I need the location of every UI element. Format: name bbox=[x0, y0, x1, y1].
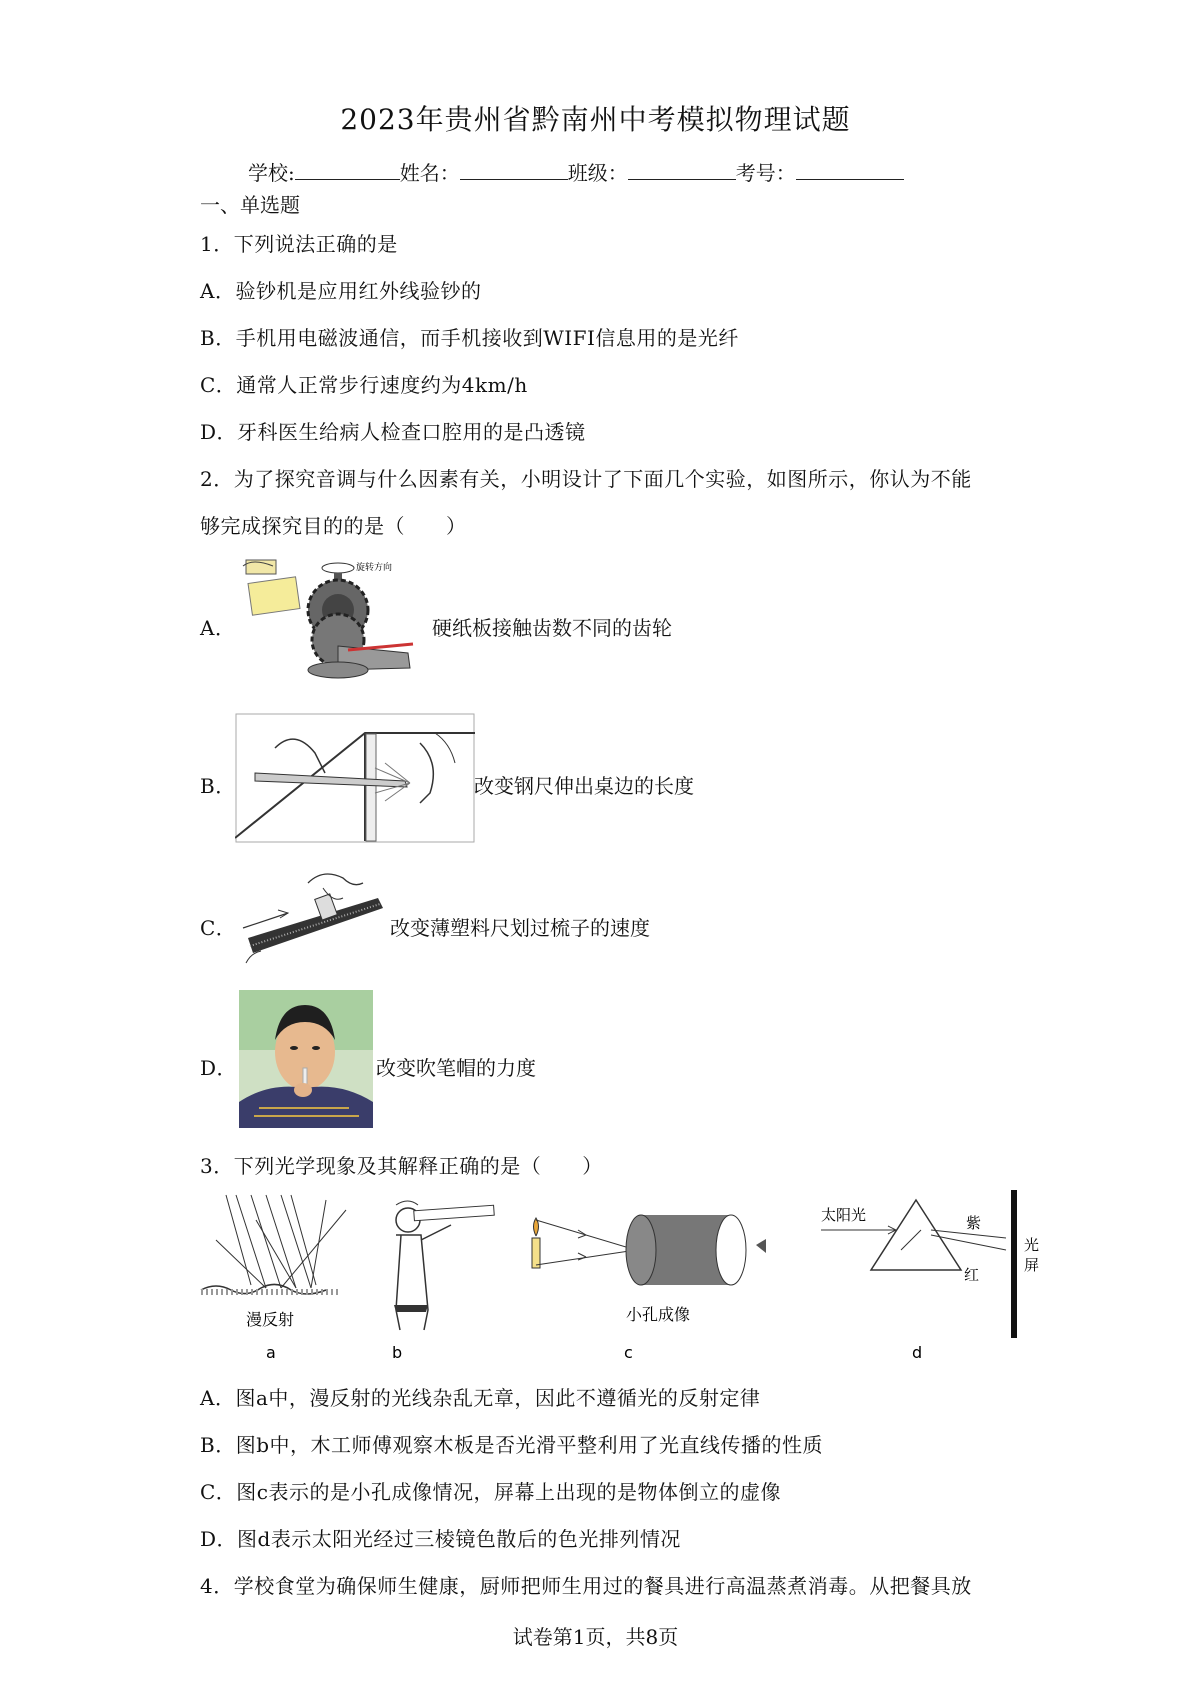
school-blank bbox=[295, 161, 400, 180]
q2-option-c-label: C． bbox=[200, 916, 237, 940]
q3-stem: 3．下列光学现象及其解释正确的是（ ） bbox=[200, 1154, 603, 1178]
figure-a-caption: 漫反射 bbox=[246, 1310, 295, 1329]
q1-option-d: D．牙科医生给病人检查口腔用的是凸透镜 bbox=[200, 420, 586, 444]
class-label: 班级： bbox=[567, 161, 628, 185]
q3-option-a: A．图a中，漫反射的光线杂乱无章，因此不遵循光的反射定律 bbox=[200, 1386, 761, 1410]
q2-option-c-text: 改变薄塑料尺划过梳子的速度 bbox=[390, 916, 650, 940]
q2-stem-line1: 2．为了探究音调与什么因素有关，小明设计了下面几个实验，如图所示，你认为不能 bbox=[200, 467, 972, 491]
page-footer: 试卷第1页，共8页 bbox=[512, 1625, 679, 1649]
q2-option-d-text: 改变吹笔帽的力度 bbox=[376, 1056, 536, 1080]
class-blank bbox=[628, 161, 736, 180]
figure-d-letter: d bbox=[912, 1343, 923, 1360]
name-blank bbox=[460, 161, 568, 180]
q3-option-b: B．图b中，木工师傅观察木板是否光滑平整利用了光直线传播的性质 bbox=[200, 1433, 823, 1457]
q3-optics-figure bbox=[196, 1190, 1076, 1360]
figure-d-sun-label: 太阳光 bbox=[821, 1206, 867, 1224]
figure-d-purple-label: 紫 bbox=[966, 1214, 982, 1232]
q2-option-a-label: A． bbox=[200, 616, 236, 640]
figure-d-screen-label-1: 光 bbox=[1024, 1236, 1040, 1254]
name-label: 姓名： bbox=[399, 161, 460, 185]
figure-d-red-label: 红 bbox=[964, 1266, 980, 1284]
number-blank bbox=[796, 161, 904, 180]
page-title: 2023年贵州省黔南州中考模拟物理试题 bbox=[340, 103, 851, 136]
q1-option-b: B．手机用电磁波通信，而手机接收到WIFI信息用的是光纤 bbox=[200, 326, 739, 350]
q3-option-c: C．图c表示的是小孔成像情况，屏幕上出现的是物体倒立的虚像 bbox=[200, 1480, 782, 1504]
q1-stem: 1．下列说法正确的是 bbox=[200, 232, 398, 256]
section-heading: 一、单选题 bbox=[200, 193, 300, 217]
q4-stem: 4．学校食堂为确保师生健康，厨师把师生用过的餐具进行高温蒸煮消毒。从把餐具放 bbox=[200, 1574, 972, 1598]
gear-figure bbox=[238, 558, 428, 688]
figure-a-diffuse-reflection bbox=[201, 1195, 346, 1360]
q2-option-b-text: 改变钢尺伸出桌边的长度 bbox=[474, 774, 694, 798]
figure-c-pinhole bbox=[532, 1215, 766, 1360]
q1-option-c: C．通常人正常步行速度约为4km/h bbox=[200, 373, 528, 397]
figure-d-screen-label-2: 屏 bbox=[1024, 1256, 1040, 1274]
gear-rotation-label: 旋转方向 bbox=[356, 563, 393, 573]
q2-option-b-label: B． bbox=[200, 774, 236, 798]
boy-photo bbox=[239, 990, 373, 1128]
figure-c-caption: 小孔成像 bbox=[626, 1305, 691, 1324]
q3-option-d: D．图d表示太阳光经过三棱镜色散后的色光排列情况 bbox=[200, 1527, 681, 1551]
student-info-line bbox=[248, 157, 904, 186]
figure-c-letter: c bbox=[624, 1343, 633, 1360]
school-label: 学校: bbox=[248, 161, 295, 185]
number-label: 考号： bbox=[735, 161, 796, 185]
comb-figure bbox=[238, 868, 388, 968]
ruler-figure bbox=[235, 713, 475, 843]
q2-option-a-text: 硬纸板接触齿数不同的齿轮 bbox=[432, 616, 672, 640]
q2-stem-line2: 够完成探究目的的是（ ） bbox=[200, 514, 467, 538]
figure-a-letter: a bbox=[266, 1343, 276, 1360]
figure-d-prism bbox=[821, 1190, 1039, 1360]
q2-option-d-label: D． bbox=[200, 1056, 238, 1080]
figure-b-carpenter bbox=[392, 1201, 494, 1360]
q1-option-a: A．验钞机是应用红外线验钞的 bbox=[200, 279, 482, 303]
figure-b-letter: b bbox=[392, 1343, 403, 1360]
